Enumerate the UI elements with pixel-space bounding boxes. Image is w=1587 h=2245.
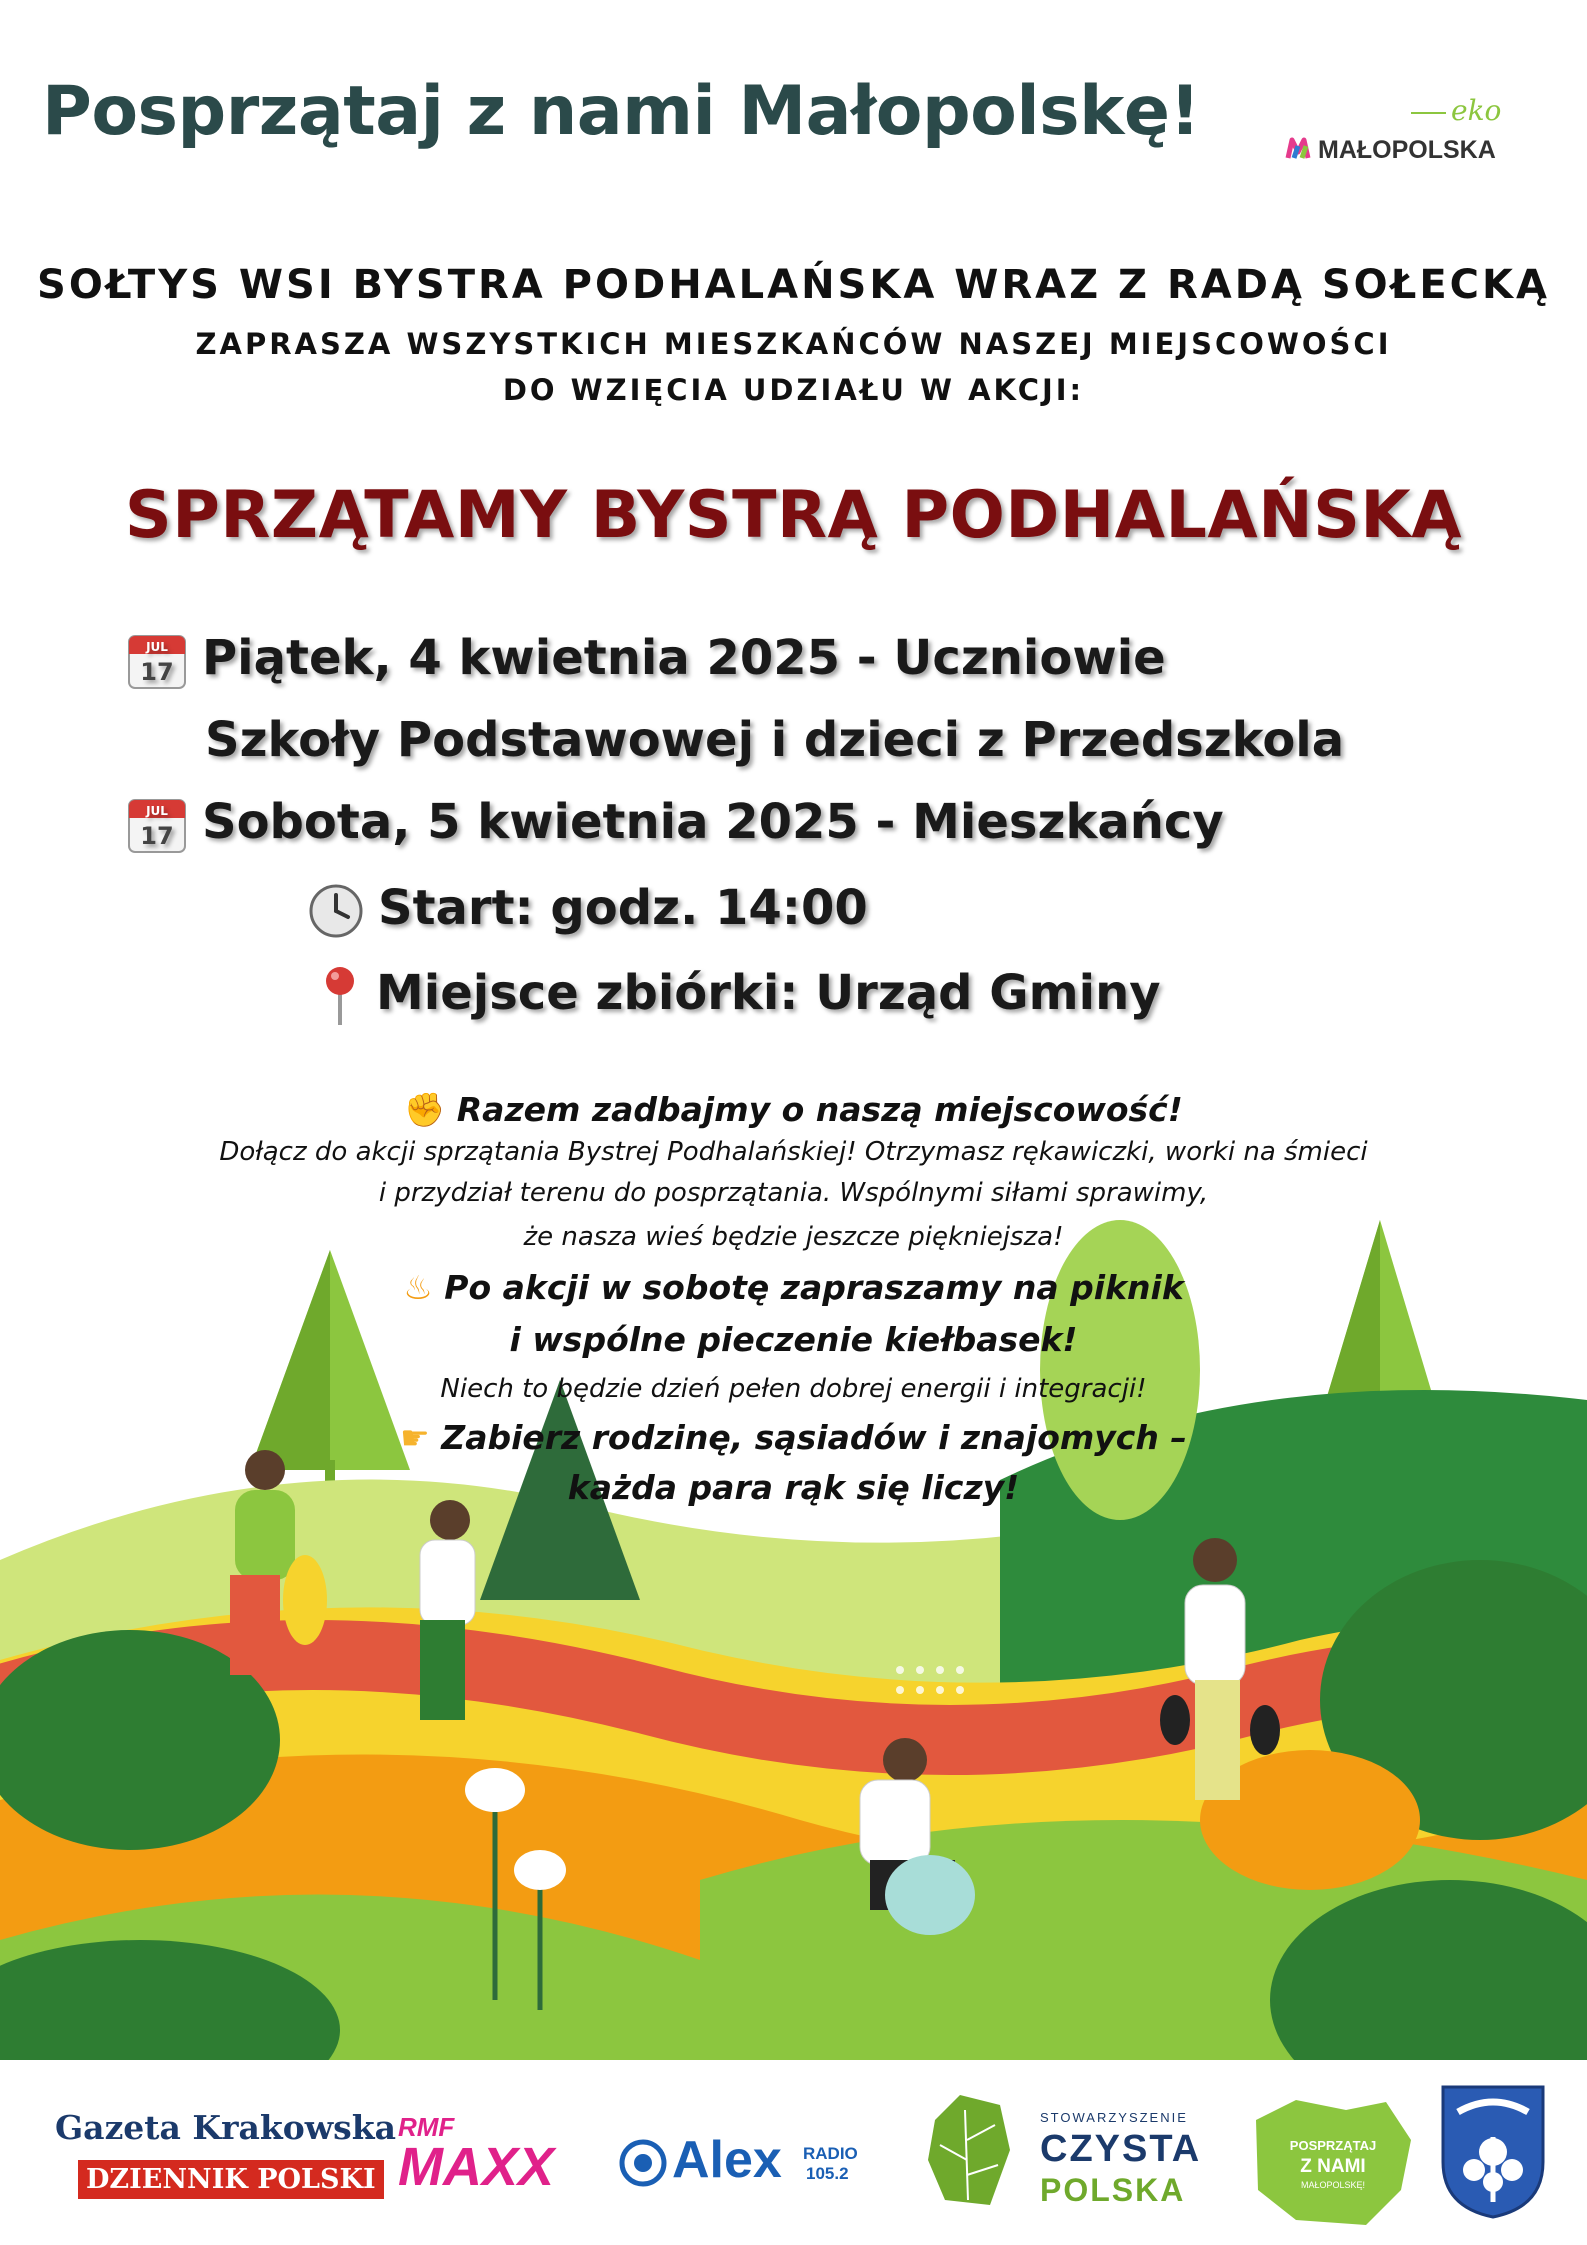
message-body-1: Dołącz do akcji sprzątania Bystrej Podhalańskiej! Otrzymasz rękawiczki, worki na śmieci [219,1137,1368,1167]
message-heading [0,1090,1587,1130]
schedule-day1 [126,630,1166,692]
gazeta-krakowska-logo: Gazeta Krakowska [55,2108,396,2147]
message-heading-text: Razem zadbajmy o naszą miejscowość! [456,1090,1183,1129]
intro-line-3: DO WZIĘCIA UDZIAŁU W AKCJI: [502,373,1085,407]
day2-label: Sobota, 5 kwietnia 2025 - Mieszkańcy [202,794,1224,850]
message-body-2: i przydział terenu do posprzątania. Wspólnymi siłami sprawimy, [378,1178,1209,1208]
coat-of-arms-icon [1438,2082,1548,2222]
flexed-biceps-icon: ✊ [404,1090,446,1129]
rmf-logo-top: RMF [398,2112,455,2142]
svg-text:JUL: JUL [146,640,168,654]
schedule-day2 [126,794,1224,856]
eko-malopolska-logo [1226,88,1556,218]
picnic-line-2: i wspólne pieczenie kiełbasek! [509,1320,1078,1359]
page-title: Posprzątaj z nami Małopolskę! [42,72,1201,151]
alex-radio-icon [618,2138,668,2188]
eko-logo-script: eko [1451,94,1502,127]
call-line-1 [0,1418,1587,1457]
pin-icon [318,965,362,1027]
picnic-line-1 [0,1268,1587,1307]
calendar-icon [126,630,188,692]
calendar-icon [126,794,188,856]
poland-leaf-icon [920,2080,1020,2220]
czysta-polska-mid: CZYSTA [1040,2128,1202,2170]
pointing-hand-icon: ☛ [400,1418,430,1457]
svg-text:POSPRZĄTAJ: POSPRZĄTAJ [1289,2138,1377,2153]
fire-icon: ♨ [403,1268,433,1307]
schedule-start [308,880,868,939]
message-body-3: że nasza wieś będzie jeszcze piękniejsza! [523,1222,1064,1252]
day1-line1: Piątek, 4 kwietnia 2025 - Uczniowie [202,630,1166,686]
eko-logo-name: MAŁOPOLSKA [1318,136,1496,164]
start-time: Start: godz. 14:00 [378,880,868,936]
svg-text:17: 17 [140,658,174,686]
call-line-1-text: Zabierz rodzinę, sąsiadów i znajomych – [441,1418,1187,1457]
message-body-4: Niech to będzie dzień pełen dobrej energii i integracji! [440,1374,1147,1404]
event-title: SPRZĄTAMY BYSTRĄ PODHALAŃSKĄ [124,478,1463,553]
clock-icon [308,883,364,939]
svg-text:JUL: JUL [146,804,168,818]
dziennik-polski-logo: DZIENNIK POLSKI [78,2160,384,2199]
alex-logo: Alex [672,2131,782,2189]
day1-line2: Szkoły Podstawowej i dzieci z Przedszkola [205,712,1345,768]
cleanup-landscape-illustration [0,1180,1587,2060]
czysta-polska-bottom: POLSKA [1040,2172,1186,2208]
sponsor-footer [0,2060,1587,2245]
meeting-place: Miejsce zbiórki: Urząd Gminy [376,965,1161,1021]
schedule-place [318,965,1161,1027]
alex-frequency: 105.2 [806,2164,849,2183]
svg-text:Z NAMI: Z NAMI [1300,2156,1366,2177]
rmf-maxx-logo: MAXX [398,2137,555,2197]
intro-line-1: SOŁTYS WSI BYSTRA PODHALAŃSKA WRAZ Z RADĄ SOŁECKĄ [37,262,1550,308]
alex-radio-label: RADIO [803,2144,858,2163]
intro-line-2: ZAPRASZA WSZYSTKICH MIESZKAŃCÓW NASZEJ MIEJSCOWOŚCI [195,327,1392,361]
svg-text:MAŁOPOLSKĘ!: MAŁOPOLSKĘ! [1300,2180,1366,2190]
svg-text:17: 17 [140,822,174,850]
czysta-polska-top: STOWARZYSZENIE [1040,2110,1188,2125]
picnic-line-1-text: Po akcji w sobotę zapraszamy na piknik [444,1268,1184,1307]
call-line-2: każda para rąk się liczy! [567,1468,1020,1507]
posprzataj-z-nami-logo [1236,2080,1426,2240]
